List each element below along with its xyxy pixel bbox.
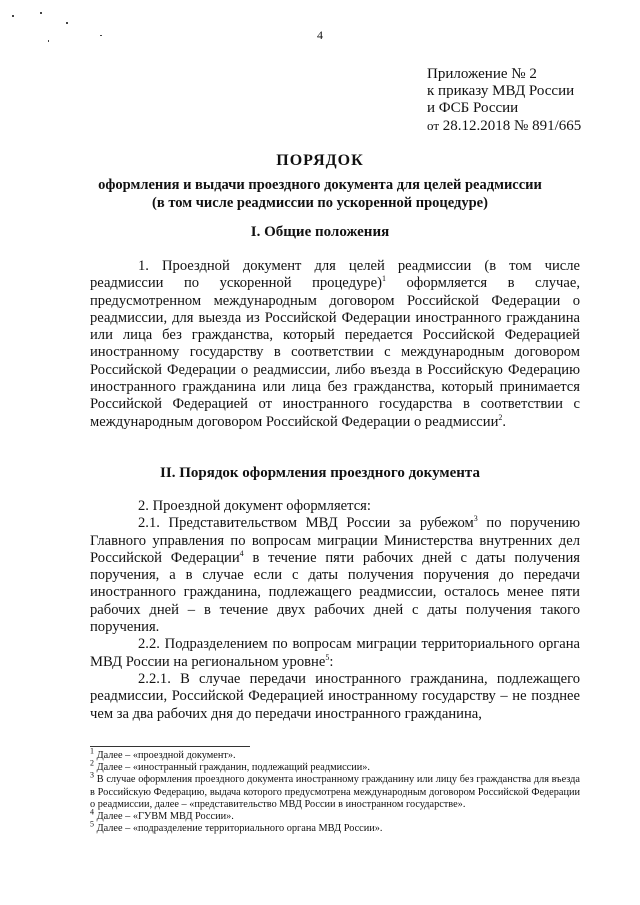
footnote-text: Далее – «ГУВМ МВД России». — [94, 811, 234, 823]
footnote-ref: 4 — [239, 549, 244, 559]
footnote-ref: 2 — [498, 412, 503, 422]
title-main: ПОРЯДОК — [276, 152, 364, 169]
appendix-line: к приказу МВД России — [427, 83, 575, 99]
footnote-ref: 3 — [473, 514, 478, 524]
paragraph-text: оформляется в случае, предусмотренном международным договором Российской Федерации о реадмиссии, для выезда из Российской Федерации иностранного гражданина или лица без гражданства, который передается Российской Федерацией иностранному государству в соответствии с международным договором Российской Федерации о реадмиссии, либо въезда в Российскую Федерацию иностранного гражданина или лица без гражданства, который принимается Российской Федерацией от иностранного государства в соответствии с международным договором Российской Федерации о реадмиссии — [90, 275, 580, 430]
footnote-text: В случае оформления проездного документа иностранному гражданину или лицу без гражданства для въезда в Российскую Федерацию, выдача которого предусмотрена международным договором Российской Федерации о реадмиссии, далее – «представительство МВД России в иностранном государстве». — [90, 774, 580, 810]
footnote — [90, 819, 580, 835]
paragraph-text: по поручению Главного управления по вопросам миграции Министерства внутренних дел Российской Федерации — [90, 515, 580, 566]
paragraph-2-1 — [90, 515, 580, 636]
title-sub: (в том числе реадмиссии по ускоренной процедуре) — [152, 195, 488, 211]
footnote-number: 2 — [90, 758, 94, 768]
paragraph-2-2 — [90, 636, 580, 671]
title-sub: оформления и выдачи проездного документа для целей реадмиссии — [98, 177, 542, 193]
paragraph-text: 2.1. Представительством МВД России за рубежом — [138, 515, 474, 532]
section1-body — [90, 258, 580, 431]
footnote-ref: 1 — [381, 274, 386, 284]
footnotes — [90, 746, 580, 835]
document-title — [0, 152, 640, 212]
footnote-text: Далее – «иностранный гражданин, подлежащий реадмиссии». — [94, 762, 370, 774]
footnote-text: Далее – «подразделение территориального органа МВД России». — [94, 823, 383, 835]
appendix-date-line — [427, 117, 581, 135]
footnote-number: 3 — [90, 770, 94, 780]
footnote-ref: 5 — [325, 652, 330, 662]
scan-speck — [66, 22, 68, 24]
appendix-block — [427, 66, 581, 135]
section2-body — [90, 498, 580, 723]
footnote — [90, 770, 580, 811]
paragraph-text: в течение пяти рабочих дней с даты получения поручения, а в случае если с даты получения поручения до передачи иностранного гражданина, подлежащего реадмиссии, осталось менее пяти рабочих дней – в течение двух рабочих дней с даты получения такого поручения. — [90, 549, 580, 636]
appendix-line: Приложение № 2 — [427, 66, 537, 82]
appendix-date-prefix: от — [427, 118, 440, 133]
paragraph-text: 2.2. Подразделением по вопросам миграции территориального органа МВД России на региональном уровне — [90, 636, 580, 670]
paragraph-text: . — [502, 413, 507, 430]
footnote-number: 4 — [90, 807, 94, 817]
footnote-number: 5 — [90, 819, 94, 829]
footnote-number: 1 — [90, 746, 94, 756]
footnote — [90, 807, 580, 823]
paragraph-text: : — [329, 653, 334, 670]
appendix-date-value: 28.12.2018 № 891/665 — [442, 118, 582, 134]
appendix-line: и ФСБ России — [427, 100, 519, 116]
paragraph-1 — [90, 258, 580, 431]
footnote-divider — [90, 746, 250, 747]
scan-speck — [12, 15, 14, 17]
scan-speck — [40, 12, 42, 14]
footnote — [90, 746, 580, 762]
paragraph-2-2-1: 2.2.1. В случае передачи иностранного гражданина, подлежащего реадмиссии, Российской Федерацией иностранному государству – не позднее чем за два рабочих дня до передачи иностранного гражданина, — [90, 670, 580, 722]
section-heading: II. Порядок оформления проездного документа — [160, 465, 480, 481]
paragraph-text: 1. Проездной документ для целей реадмиссии (в том числе реадмиссии по ускоренной процедуре) — [90, 258, 580, 292]
paragraph-2: 2. Проездной документ оформляется: — [138, 498, 371, 514]
page-number: 4 — [317, 28, 323, 42]
section-heading: I. Общие положения — [250, 224, 390, 240]
footnote-text: Далее – «проездной документ». — [94, 750, 236, 761]
footnote — [90, 758, 580, 774]
